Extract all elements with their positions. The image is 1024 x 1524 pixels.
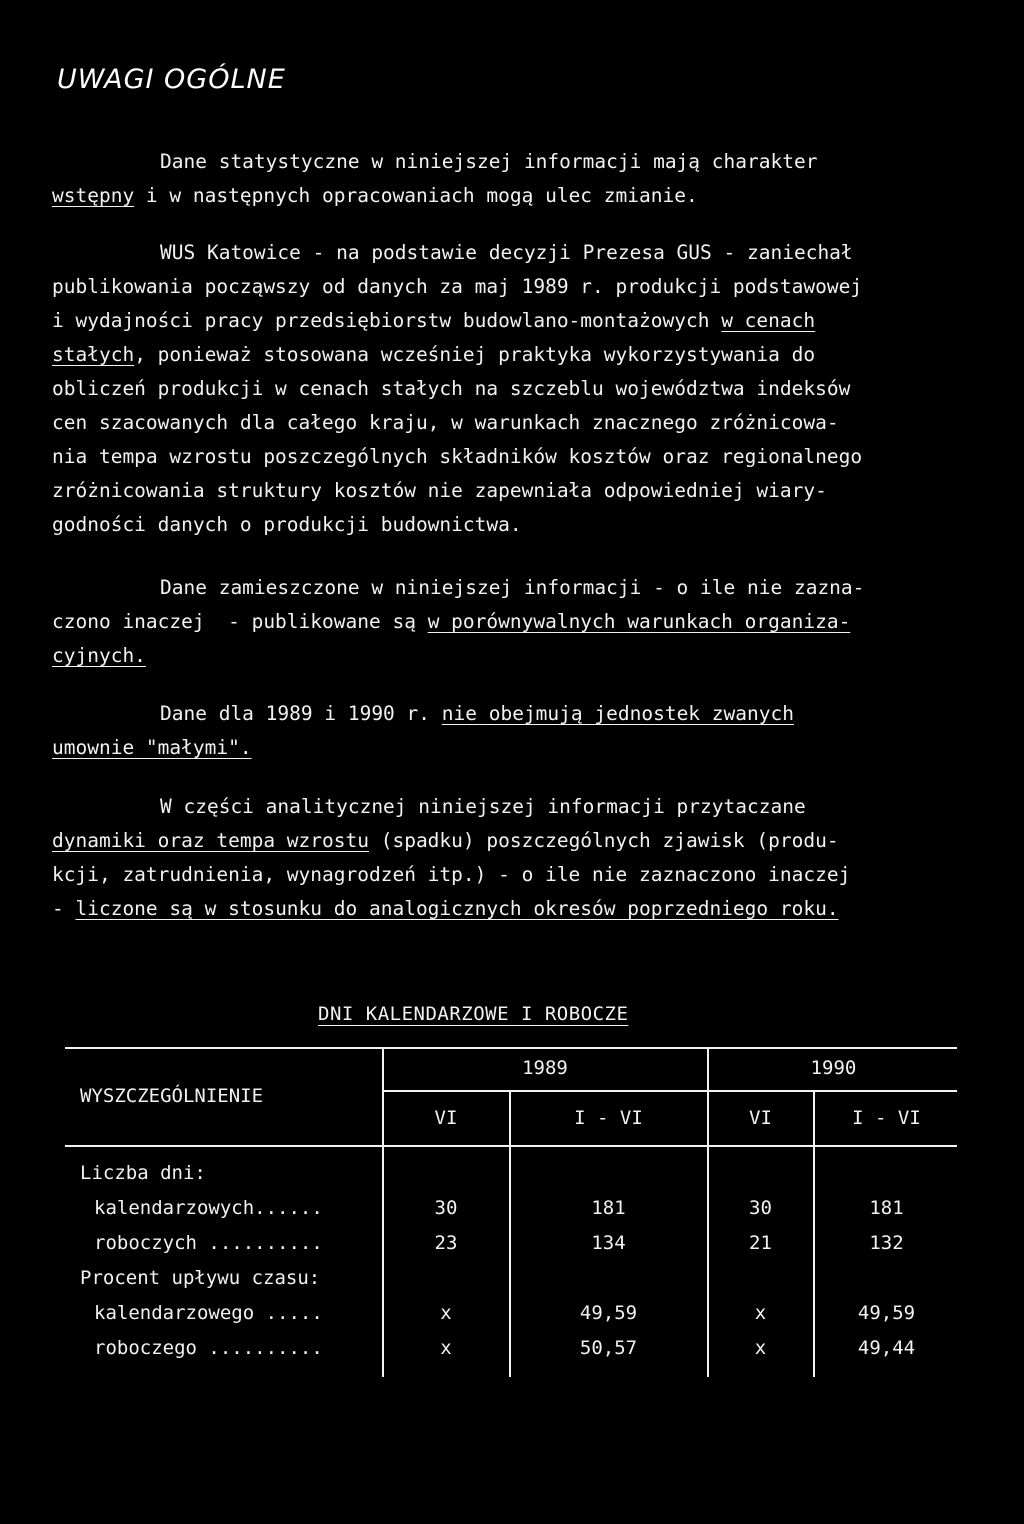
- text-line: [52, 892, 982, 926]
- table-year-divider: [707, 1047, 709, 1377]
- table-column-header: I - VI: [574, 1107, 643, 1129]
- text-line: WUS Katowice - na podstawie decyzji Prezesa GUS - zaniechał: [160, 241, 853, 264]
- underlined-text: cyjnych.: [52, 644, 146, 667]
- text-line: [52, 605, 982, 639]
- text-span: (spadku) poszczególnych zjawisk (produ-: [368, 829, 839, 852]
- paragraph-comparable-conditions: [52, 571, 982, 673]
- text-line: godności danych o produkcji budownictwa.: [52, 513, 522, 536]
- table-cell: 23: [434, 1232, 458, 1254]
- text-line: zróżnicowania struktury kosztów nie zapewniała odpowiedniej wiary-: [52, 479, 827, 502]
- table-year-header: 1990: [810, 1057, 857, 1079]
- table-cell: 132: [869, 1232, 904, 1254]
- paragraph-dynamics: [52, 790, 982, 926]
- table-cell: x: [754, 1302, 767, 1324]
- table-year-rule: [383, 1090, 957, 1092]
- text-line: publikowania począwszy od danych za maj 1989 r. produkcji podstawowej: [52, 275, 863, 298]
- text-line: [52, 179, 982, 213]
- underlined-text: liczone są w stosunku do analogicznych okresów poprzedniego roku.: [75, 897, 839, 920]
- table-cell: 50,57: [579, 1337, 638, 1359]
- table-cell: 49,59: [579, 1302, 638, 1324]
- underlined-text: w porównywalnych warunkach organiza-: [427, 610, 851, 633]
- table-stub-header: WYSZCZEGÓLNIENIE: [80, 1085, 264, 1107]
- text-span: -: [52, 897, 76, 920]
- text-span: czono inaczej - publikowane są: [52, 610, 428, 633]
- table-title: DNI KALENDARZOWE I ROBOCZE: [318, 1003, 629, 1025]
- table-row-label: roboczych ..........: [94, 1232, 323, 1254]
- text-line: Dane statystyczne w niniejszej informacji mają charakter: [160, 150, 818, 173]
- text-line: [52, 639, 982, 673]
- table-cell: 30: [434, 1197, 458, 1219]
- table-year-header: 1989: [522, 1057, 568, 1079]
- underlined-text: w cenach: [721, 309, 816, 332]
- table-col-divider: [813, 1090, 815, 1377]
- table-column-header: I - VI: [852, 1107, 921, 1129]
- text-line: obliczeń produkcji w cenach stałych na szczeblu województwa indeksów: [52, 377, 851, 400]
- text-line: W części analitycznej niniejszej informacji przytaczane: [160, 795, 806, 818]
- text-line: [52, 731, 982, 765]
- underlined-text: umownie "małymi".: [52, 736, 252, 759]
- table-column-header: VI: [434, 1107, 458, 1129]
- table-top-rule: [65, 1047, 957, 1049]
- table-row-label: kalendarzowych......: [94, 1197, 323, 1219]
- table-stub-divider: [382, 1047, 384, 1377]
- table-cell: x: [754, 1337, 767, 1359]
- underlined-text: wstępny: [52, 184, 135, 207]
- table-row-label: Procent upływu czasu:: [80, 1267, 321, 1289]
- table-cell: 49,59: [857, 1302, 916, 1324]
- paragraph-preliminary-data: [52, 145, 982, 213]
- table-cell: x: [440, 1302, 452, 1324]
- text-line: nia tempa wzrostu poszczególnych składników kosztów oraz regionalnego: [52, 445, 863, 468]
- text-line: Dane zamieszczone w niniejszej informacji - o ile nie zazna-: [160, 576, 865, 599]
- table-column-header: VI: [749, 1107, 772, 1129]
- text-span: i w następnych opracowaniach mogą ulec zmianie.: [134, 184, 698, 207]
- table-cell: 181: [591, 1197, 626, 1219]
- text-line: kcji, zatrudnienia, wynagrodzeń itp.) - o ile nie zaznaczono inaczej: [52, 863, 851, 886]
- text-line: cen szacowanych dla całego kraju, w warunkach znacznego zróżnicowa-: [52, 411, 839, 434]
- underlined-text: nie obejmują jednostek zwanych: [441, 702, 794, 725]
- table-cell: 134: [591, 1232, 626, 1254]
- text-line: [52, 824, 982, 858]
- paragraph-wus-decision: [52, 236, 982, 542]
- text-span: , ponieważ stosowana wcześniej praktyka wykorzystywania do: [134, 343, 816, 366]
- table-row-label: Liczba dni:: [80, 1162, 206, 1184]
- underlined-text: stałych: [52, 343, 135, 366]
- table-cell: 181: [869, 1197, 904, 1219]
- table-cell: x: [440, 1337, 452, 1359]
- text-span: Dane dla 1989 i 1990 r.: [160, 702, 442, 725]
- table-header-rule: [65, 1145, 957, 1147]
- underlined-text: dynamiki oraz tempa wzrostu: [52, 829, 369, 852]
- text-line: [52, 304, 982, 338]
- section-heading: UWAGI OGÓLNE: [57, 64, 286, 95]
- table-row-label: kalendarzowego .....: [94, 1302, 323, 1324]
- table-cell: 30: [749, 1197, 772, 1219]
- table-cell: 49,44: [857, 1337, 916, 1359]
- table-col-divider: [509, 1090, 511, 1377]
- table-cell: 21: [749, 1232, 772, 1254]
- text-span: i wydajności pracy przedsiębiorstw budowlano-montażowych: [52, 309, 722, 332]
- paragraph-small-units: [52, 697, 982, 765]
- text-line: [52, 697, 982, 731]
- table-row-label: roboczego ..........: [94, 1337, 323, 1359]
- text-line: [52, 338, 982, 372]
